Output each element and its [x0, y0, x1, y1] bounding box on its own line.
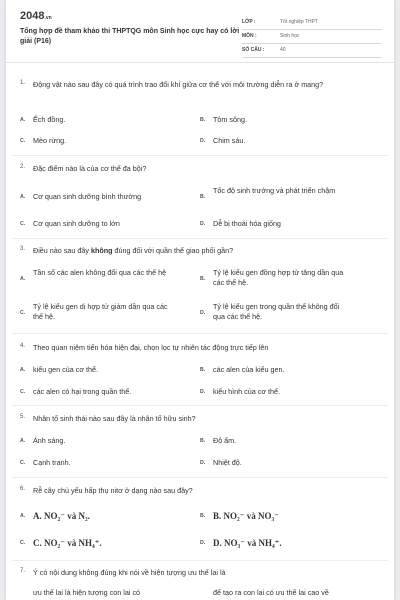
question-divider: [12, 333, 388, 334]
meta-value: Tốt nghiệp THPT: [280, 19, 318, 25]
option-text: kiểu hình của cơ thể.: [213, 387, 281, 396]
question-number: 3.: [20, 246, 26, 252]
option-letter: A.: [20, 117, 26, 123]
option-letter: B.: [200, 438, 206, 444]
option-letter: D.: [200, 389, 206, 395]
option-letter: D.: [200, 540, 206, 546]
option-text: Tỷ lệ kiểu gen trong quần thể không đổi qua các thế hệ.: [213, 302, 340, 321]
meta-label: SỐ CÂU :: [242, 47, 265, 53]
option-letter: A.: [20, 367, 26, 373]
option-a[interactable]: [33, 588, 198, 598]
option-letter: D.: [200, 221, 206, 227]
option-letter: B.: [200, 276, 206, 282]
option-text: Tần số các alen không đổi qua các thế hệ: [33, 268, 167, 277]
option-text: các alen có hại trong quần thể.: [33, 387, 132, 396]
option-text: Độ ẩm.: [213, 436, 237, 445]
option-letter: C.: [20, 540, 26, 546]
option-text: Chim sáu.: [213, 136, 246, 145]
option-text: Cơ quan sinh dưỡng bình thường: [33, 192, 142, 201]
option-letter: C.: [20, 460, 26, 466]
question-text: Ý có nội dung không đúng khi nói về hiện tượng ưu thế lai là: [33, 568, 226, 577]
option-text: Cơ quan sinh dưỡng to lớn: [33, 219, 120, 228]
question-text-part: Điều nào sau đây: [33, 246, 91, 255]
option-letter: A.: [20, 194, 26, 200]
document-title: Tổng hợp đề tham khảo thi THPTQG môn Sinh học cực hay có lời giải (P16): [20, 28, 240, 45]
option-text: C. NO₂⁻ và NH₄⁺.: [33, 538, 102, 548]
question-text: Nhân tố sinh thái nào sau đây là nhân tố hữu sinh?: [33, 414, 196, 423]
option-letter: C.: [20, 138, 26, 144]
option-text: để tạo ra con lai có ưu thế lai cao về: [213, 588, 329, 597]
option-text: Mèo rừng.: [33, 136, 67, 145]
site-logo[interactable]: [20, 10, 52, 22]
question-divider: [12, 155, 388, 156]
meta-label: LỚP :: [242, 19, 256, 25]
question-text: Động vật nào sau đây có quá trình trao đổi khí giữa cơ thể với môi trường diễn ra ở mang?: [33, 80, 324, 89]
meta-row-count: [242, 44, 382, 58]
option-text: Tỷ lệ kiểu gen đồng hợp tử tăng dần qua các thế hệ.: [213, 268, 344, 287]
option-letter: C.: [20, 221, 26, 227]
question-number: 5.: [20, 414, 26, 420]
option-letter: B.: [200, 367, 206, 373]
option-letter: C.: [20, 389, 26, 395]
question-text: Theo quan niệm tiến hóa hiện đại, chọn lọc tự nhiên tác động trực tiếp lên: [33, 343, 269, 352]
option-letter: D.: [200, 310, 206, 316]
meta-row-subject: [242, 30, 382, 44]
option-text: Dễ bị thoái hóa giống: [213, 219, 281, 228]
option-text: A. NO₂⁻ và N₂.: [33, 511, 90, 521]
option-letter: A.: [20, 276, 26, 282]
option-text: kiểu gen của cơ thể.: [33, 365, 99, 374]
question-number: 4.: [20, 343, 26, 349]
question-number: 6.: [20, 486, 26, 492]
option-letter: C.: [20, 310, 26, 316]
option-text: Ếch đồng.: [33, 115, 66, 124]
document-page: [6, 0, 394, 600]
option-text: ưu thế lai là hiện tượng con lai có: [33, 588, 141, 597]
option-letter: D.: [200, 138, 206, 144]
option-text: Nhiệt độ.: [213, 458, 242, 467]
option-text: các alen của kiểu gen.: [213, 365, 285, 374]
question-number: 2.: [20, 164, 26, 170]
question-divider: [12, 560, 388, 561]
meta-value: 40: [280, 47, 286, 53]
logo-text: 2048: [20, 10, 45, 22]
meta-row-class: [242, 16, 382, 30]
question-number: 1.: [20, 80, 26, 86]
option-text: B. NO₂⁻ và NO₃⁻: [213, 511, 279, 521]
option-letter: B.: [200, 117, 206, 123]
option-b[interactable]: [213, 588, 388, 598]
option-text: Tỷ lệ kiểu gen dị hợp tử giảm dần qua các thế hệ.: [33, 302, 168, 321]
option-letter: A.: [20, 438, 26, 444]
document-meta: [242, 16, 382, 58]
question-divider: [12, 405, 388, 406]
logo-suffix: .vn: [44, 15, 52, 21]
question-text-part: đúng đối với quần thể giao phối gần?: [112, 246, 234, 255]
question-divider: [12, 238, 388, 239]
question-text: [33, 246, 378, 256]
question-divider: [12, 477, 388, 478]
option-text: Ánh sáng.: [33, 436, 66, 445]
option-text: Cạnh tranh.: [33, 458, 71, 467]
header-divider: [6, 62, 394, 63]
question-number: 7.: [20, 568, 26, 574]
question-text: Đặc điểm nào là của cơ thể đa bội?: [33, 164, 147, 173]
option-letter: D.: [200, 460, 206, 466]
option-letter: A.: [20, 513, 26, 519]
meta-label: MÔN :: [242, 33, 257, 39]
document-header: [20, 10, 382, 60]
option-letter: B.: [200, 513, 206, 519]
question-text: Rễ cây chủ yếu hấp thụ nitơ ở dạng nào sau đây?: [33, 486, 193, 495]
meta-value: Sinh học: [280, 33, 300, 39]
option-text: D. NO₃⁻ và NH₄⁺.: [213, 538, 282, 548]
option-text: Tôm sông.: [213, 115, 247, 124]
question-emphasis: không: [90, 246, 113, 255]
option-text: Tốc độ sinh trưởng và phát triển chậm: [213, 186, 336, 195]
option-letter: B.: [200, 194, 206, 200]
